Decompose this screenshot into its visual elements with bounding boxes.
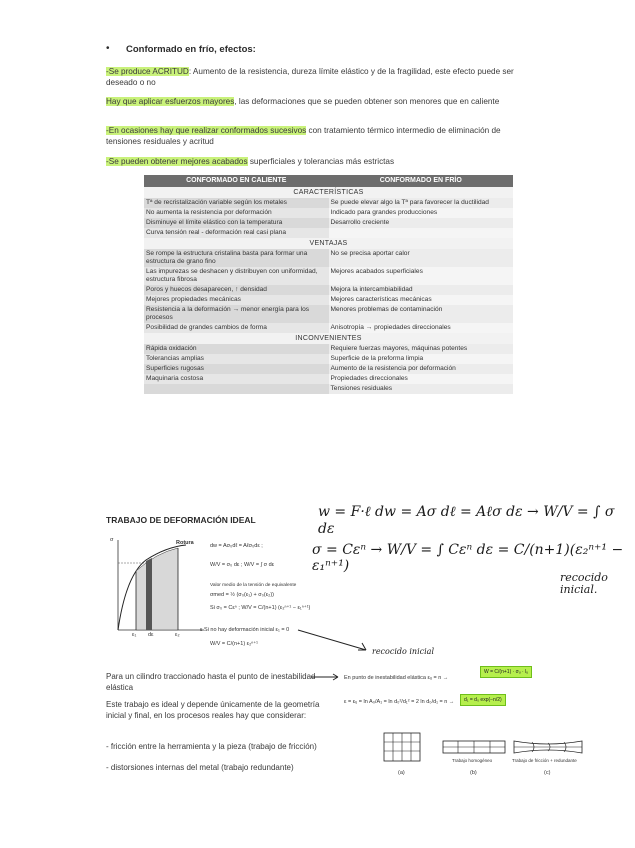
handwritten-arrow-note: recocido inicial <box>372 647 435 656</box>
fig-c-label: (c) <box>544 770 551 776</box>
paragraph-sucesivos <box>106 125 526 147</box>
cell-caliente <box>144 384 329 394</box>
ventajas-row <box>144 323 513 333</box>
cell-frio: Desarrollo creciente <box>329 218 514 228</box>
cell-frio: Se puede elevar algo la Tª para favorecer la ductilidad <box>329 198 514 208</box>
cell-frio: Superficie de la preforma limpia <box>329 354 514 364</box>
paragraph-acritud <box>106 66 526 88</box>
cell-caliente: Tª de recristalización variable según los metales <box>144 198 329 208</box>
deformation-eq: ε = εᵤ = ln A₀/A₁ = ln d₀²/d₁² = 2 ln d₀/d₁ = n → <box>344 699 455 705</box>
grid-figure-c <box>512 738 584 756</box>
cell-caliente: Se rompe la estructura cristalina basta para formar una estructura de grano fino <box>144 249 329 267</box>
graph-de-label: dε <box>148 632 154 638</box>
handwritten-eq-2: σ = Cεⁿ → W/V = ∫ Cεⁿ dε = C/(n+1)(ε₂ⁿ⁺¹ − ε₁ⁿ⁺¹) <box>312 542 624 574</box>
inconvenientes-row <box>144 344 513 354</box>
paragraph-esfuerzos <box>106 96 526 107</box>
paragraph-text: superficiales y tolerancias más estrictas <box>247 157 395 166</box>
graph-rotura-label: Rotura <box>176 540 194 546</box>
cell-caliente: Rápida oxidación <box>144 344 329 354</box>
caracteristicas-row <box>144 208 513 218</box>
cell-frio <box>329 228 514 238</box>
section-inconvenientes: INCONVENIENTES <box>144 333 513 344</box>
caracteristicas-row <box>144 228 513 238</box>
paragraph-acabados <box>106 156 526 167</box>
header-frio: CONFORMADO EN FRÍO <box>379 177 462 184</box>
inconvenientes-row <box>144 374 513 384</box>
comparison-table <box>144 175 513 394</box>
graph-sigma-label: σ <box>110 537 114 543</box>
cell-frio: Tensiones residuales <box>329 384 514 394</box>
inconvenientes-row <box>144 354 513 364</box>
cell-caliente: Resistencia a la deformación → menor energía para los procesos <box>144 305 329 323</box>
highlight-box-2: d₁ = d₀ exp(−n/2) <box>460 694 506 706</box>
paragraph-text: : Aumento de la resistencia, dureza límite elástico y de la fragilidad, este efecto puede ser deseado o no <box>106 67 514 87</box>
cell-caliente: Poros y huecos desaparecen, ↑ densidad <box>144 285 329 295</box>
cell-frio: Requiere fuerzas mayores, máquinas potentes <box>329 344 514 354</box>
graph-formula-3: Valor medio de la tensión de equivalente <box>210 583 297 588</box>
paragraph-friccion: - fricción entre la herramienta y la pieza (trabajo de fricción) <box>106 742 317 751</box>
ventajas-row <box>144 305 513 323</box>
graph-caption: ε Si no hay deformación inicial ε₁ = 0 <box>200 627 290 633</box>
graph-e2-label: ε₂ <box>175 632 180 638</box>
cell-caliente: Disminuye el límite elástico con la temperatura <box>144 218 329 228</box>
cell-frio: Mejores características mecánicas <box>329 295 514 305</box>
cell-caliente: Tolerancias amplias <box>144 354 329 364</box>
grid-figure-b <box>442 740 506 754</box>
inconvenientes-row <box>144 384 513 394</box>
cell-frio: Aumento de la resistencia por deformación <box>329 364 514 374</box>
header-caliente: CONFORMADO EN CALIENTE <box>186 177 287 184</box>
fig-a-label: (a) <box>398 770 405 776</box>
cell-caliente: Las impurezas se deshacen y distribuyen con uniformidad, estructura fibrosa <box>144 267 329 285</box>
cell-frio: Indicado para grandes producciones <box>329 208 514 218</box>
ventajas-row <box>144 295 513 305</box>
highlight: -Se pueden obtener mejores acabados <box>106 157 248 166</box>
paragraph-text: , las deformaciones que se pueden obtener son menores que en caliente <box>234 97 500 106</box>
caracteristicas-row <box>144 218 513 228</box>
cell-frio: Mejores acabados superficiales <box>329 267 514 285</box>
cell-frio: Menores problemas de contaminación <box>329 305 514 323</box>
cell-caliente: Mejores propiedades mecánicas <box>144 295 329 305</box>
inconvenientes-row <box>144 364 513 374</box>
cell-frio: Anisotropía → propiedades direccionales <box>329 323 514 333</box>
ventajas-row <box>144 285 513 295</box>
cell-caliente: Curva tensión real - deformación real casi plana <box>144 228 329 238</box>
graph-e1-label: ε₁ <box>132 632 137 638</box>
table-header <box>144 175 513 187</box>
inestabilidad-text: En punto de inestabilidad elástica εᵤ = n → <box>344 675 449 681</box>
cell-frio: No se precisa aportar calor <box>329 249 514 267</box>
trabajo-title: TRABAJO DE DEFORMACIÓN IDEAL <box>106 515 256 525</box>
handwritten-eq-1: w = F·ℓ dw = Aσ dℓ = Aℓσ dε → W/V = ∫ σ dε <box>318 504 615 537</box>
caracteristicas-row <box>144 198 513 208</box>
ventajas-row <box>144 267 513 285</box>
arrow-annotation <box>296 628 376 656</box>
paragraph-text: con tratamiento térmico intermedio de eliminación de tensiones residuales y acritud <box>106 126 501 146</box>
highlight-box-1: W = C/(n+1) · σᵤ · lᵤ <box>480 666 532 678</box>
paragraph-distorsion: - distorsiones internas del metal (trabajo redundante) <box>106 763 294 772</box>
paragraph-ideal: Este trabajo es ideal y depende únicamente de la geometría inicial y final, en los procesos reales hay que considerar: <box>106 700 320 720</box>
grid-figure-a <box>383 732 421 762</box>
graph-formula-4: σmed = ½ (σ₀(ε₁) + σ₀(ε₂)) <box>210 592 274 598</box>
paragraph-cilindro: Para un cilindro traccionado hasta el punto de inestabilidad elástica <box>106 672 316 692</box>
fig-c-caption: Trabajo de fricción + redundante <box>512 758 577 763</box>
graph-formula-5: Si σ₀ = Cεⁿ ; W/V = C/(n+1) (ε₂ⁿ⁺¹ − ε₁ⁿ⁺¹) <box>210 605 311 611</box>
graph-formula-1: dw = Aσ₀dℓ = Aℓσ₀dε ; <box>210 543 263 549</box>
cell-caliente: Superficies rugosas <box>144 364 329 374</box>
highlight: -En ocasiones hay que realizar conformados sucesivos <box>106 126 307 135</box>
cell-frio: Mejora la intercambiabilidad <box>329 285 514 295</box>
section-ventajas: VENTAJAS <box>144 238 513 249</box>
graph-formula-6: W/V = C/(n+1) ε₂ⁿ⁺¹ <box>210 641 259 647</box>
cell-caliente: Maquinaria costosa <box>144 374 329 384</box>
cell-caliente: Posibilidad de grandes cambios de forma <box>144 323 329 333</box>
stress-strain-graph <box>106 535 206 640</box>
arrow-right <box>310 672 342 682</box>
graph-formula-2: W/V = σ₀ dε ; W/V = ∫ σ dε <box>210 562 275 568</box>
highlight: Hay que aplicar esfuerzos mayores <box>106 97 235 106</box>
highlight: -Se produce ACRITUD <box>106 67 189 76</box>
fig-b-label: (b) <box>470 770 477 776</box>
handwritten-note: recocido inicial. <box>560 571 608 596</box>
section-caracteristicas: CARACTERÍSTICAS <box>144 187 513 198</box>
cell-caliente: No aumenta la resistencia por deformación <box>144 208 329 218</box>
ventajas-row <box>144 249 513 267</box>
bullet-dot: • <box>106 43 110 54</box>
fig-b-caption: Trabajo homogéneo <box>452 758 493 763</box>
cell-frio: Propiedades direccionales <box>329 374 514 384</box>
section-title: Conformado en frío, efectos: <box>126 44 256 55</box>
